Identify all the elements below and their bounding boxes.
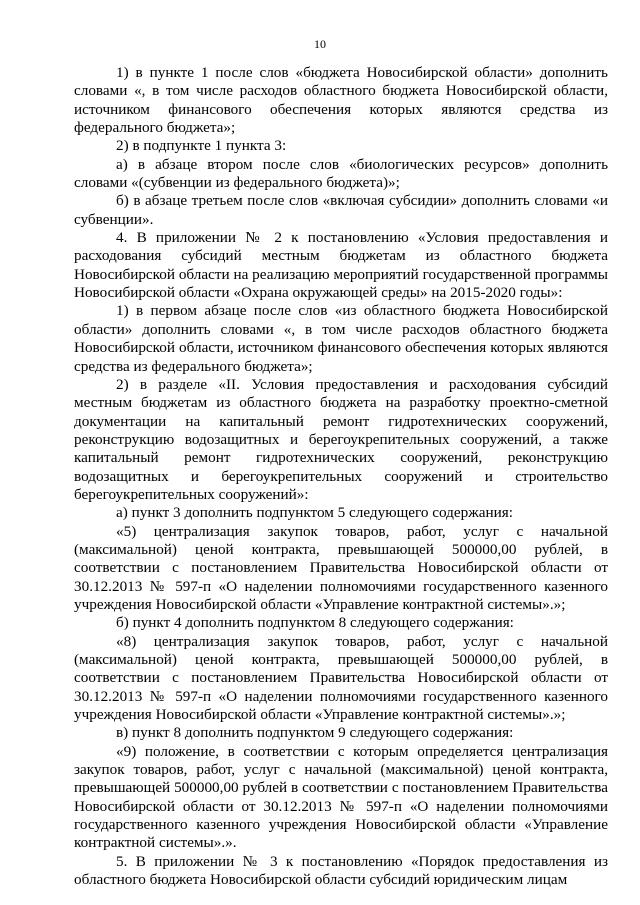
- paragraph: 4. В приложении № 2 к постановлению «Условия предоставления и расходования субсидий местным бюджетам из областного бюджета Новосибирской области на реализацию мероприятий государственной программы Новосибирской области «Охрана окружающей среды» на 2015-2020 годы»:: [74, 229, 608, 302]
- paragraph: а) в абзаце втором после слов «биологических ресурсов» дополнить словами «(субвенции из федерального бюджета)»;: [74, 155, 608, 192]
- paragraph: 1) в первом абзаце после слов «из областного бюджета Новосибирской области» дополнить словами «, в том числе расходов областного бюджета Новосибирской области, источником финансового обеспечения которых являются средства из федерального бюджета»;: [74, 302, 608, 375]
- paragraph: а) пункт 3 дополнить подпунктом 5 следующего содержания:: [116, 504, 513, 522]
- document-body: [74, 64, 608, 889]
- paragraph: в) пункт 8 дополнить подпунктом 9 следующего содержания:: [116, 724, 514, 742]
- paragraph: «8) централизация закупок товаров, работ, услуг с начальной (максимальной) ценой контракта, превышающей 500000,00 рублей, в соответствии с постановлением Правительства Новосибирской области от 30.12.2013 № 597-п «О наделении полномочиями государственного казенного учреждения Новосибирской области «Управление контрактной системы».»;: [74, 632, 608, 724]
- paragraph: 1) в пункте 1 после слов «бюджета Новосибирской области» дополнить словами «, в том числе расходов областного бюджета Новосибирской области, источником финансового обеспечения которых являются средства из федерального бюджета»;: [74, 64, 608, 137]
- paragraph: 5. В приложении № 3 к постановлению «Порядок предоставления из областного бюджета Новосибирской области субсидий юридическим лицам: [74, 852, 608, 889]
- paragraph: б) в абзаце третьем после слов «включая субсидии» дополнить словами «и субвенции».: [74, 192, 608, 228]
- page-number: 10: [314, 37, 326, 51]
- paragraph: «5) централизация закупок товаров, работ, услуг с начальной (максимальной) ценой контракта, превышающей 500000,00 рублей, в соответствии с постановлением Правительства Новосибирской области от 30.12.2013 № 597-п «О наделении полномочиями государственного казенного учреждения Новосибирской области «Управление контрактной системы».»;: [74, 522, 608, 613]
- paragraph: б) пункт 4 дополнить подпунктом 8 следующего содержания:: [116, 614, 514, 632]
- paragraph: 2) в разделе «II. Условия предоставления и расходования субсидий местным бюджетам из областного бюджета на разработку проектно-сметной документации на капитальный ремонт гидротехнических сооружений, реконструкцию водозащитных и берегоукрепительных сооружений, а также капитальный ремонт гидротехнических сооружений, реконструкцию водозащитных и берегоукрепительных сооружений и строительство берегоукрепительных сооружений»:: [74, 375, 608, 503]
- paragraph: «9) положение, в соответствии с которым определяется централизация закупок товаров, работ, услуг с начальной (максимальной) ценой контракта, превышающей 500000,00 рублей в соответствии с постановлением Правительства Новосибирской области от 30.12.2013 № 597-п «О наделении полномочиями государственного казенного учреждения Новосибирской области «Управление контрактной системы».».: [74, 742, 608, 852]
- paragraph: 2) в подпункте 1 пункта 3:: [116, 137, 287, 155]
